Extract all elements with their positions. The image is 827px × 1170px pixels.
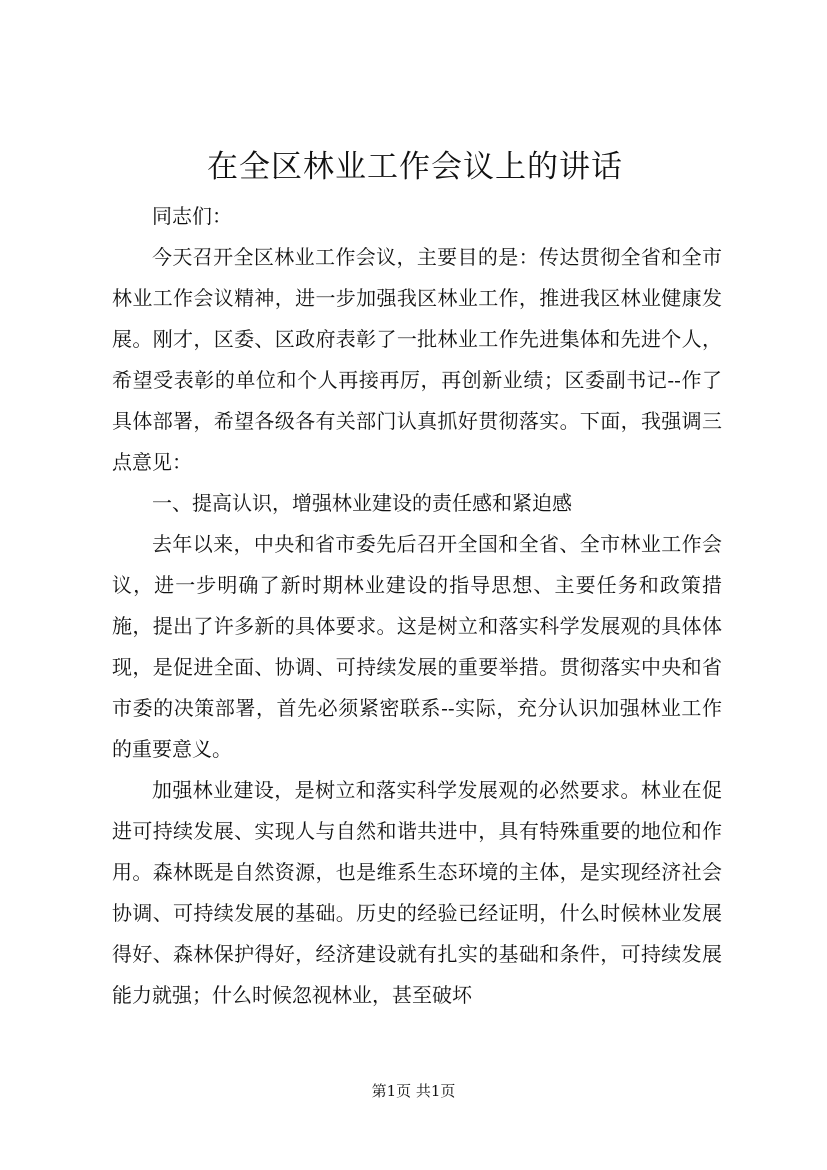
paragraph-3: 加强林业建设，是树立和落实科学发展观的必然要求。林业在促进可持续发展、实现人与自然和谐共进中，具有特殊重要的地位和作用。森林既是自然资源，也是维系生态环境的主体，是实现经济社会协调、可持续发展的基础。历史的经验已经证明，什么时候林业发展得好、森林保护得好，经济建设就有扎实的基础和条件，可持续发展能力就强；什么时候忽视林业，甚至破坏 [112, 778, 722, 1007]
page-footer: 第1页 共1页 [371, 1082, 456, 1100]
document-body [112, 196, 722, 1016]
section-heading-1: 一、提高认识，增强林业建设的责任感和紧迫感 [152, 491, 572, 515]
salutation: 同志们： [152, 204, 232, 228]
paragraph-1: 今天召开全区林业工作会议，主要目的是：传达贯彻全省和全市林业工作会议精神，进一步加强我区林业工作，推进我区林业健康发展。刚才，区委、区政府表彰了一批林业工作先进集体和先进个人，希望受表彰的单位和个人再接再厉，再创新业绩；区委副书记--作了具体部署，希望各级各有关部门认真抓好贯彻落实。下面，我强调三点意见： [112, 245, 722, 474]
paragraph-2: 去年以来，中央和省市委先后召开全国和全省、全市林业工作会议，进一步明确了新时期林业建设的指导思想、主要任务和政策措施，提出了许多新的具体要求。这是树立和落实科学发展观的具体体现，是促进全面、协调、可持续发展的重要举措。贯彻落实中央和省市委的决策部署，首先必须紧密联系--实际，充分认识加强林业工作的重要意义。 [112, 532, 722, 761]
document-title: 在全区林业工作会议上的讲话 [207, 149, 623, 185]
